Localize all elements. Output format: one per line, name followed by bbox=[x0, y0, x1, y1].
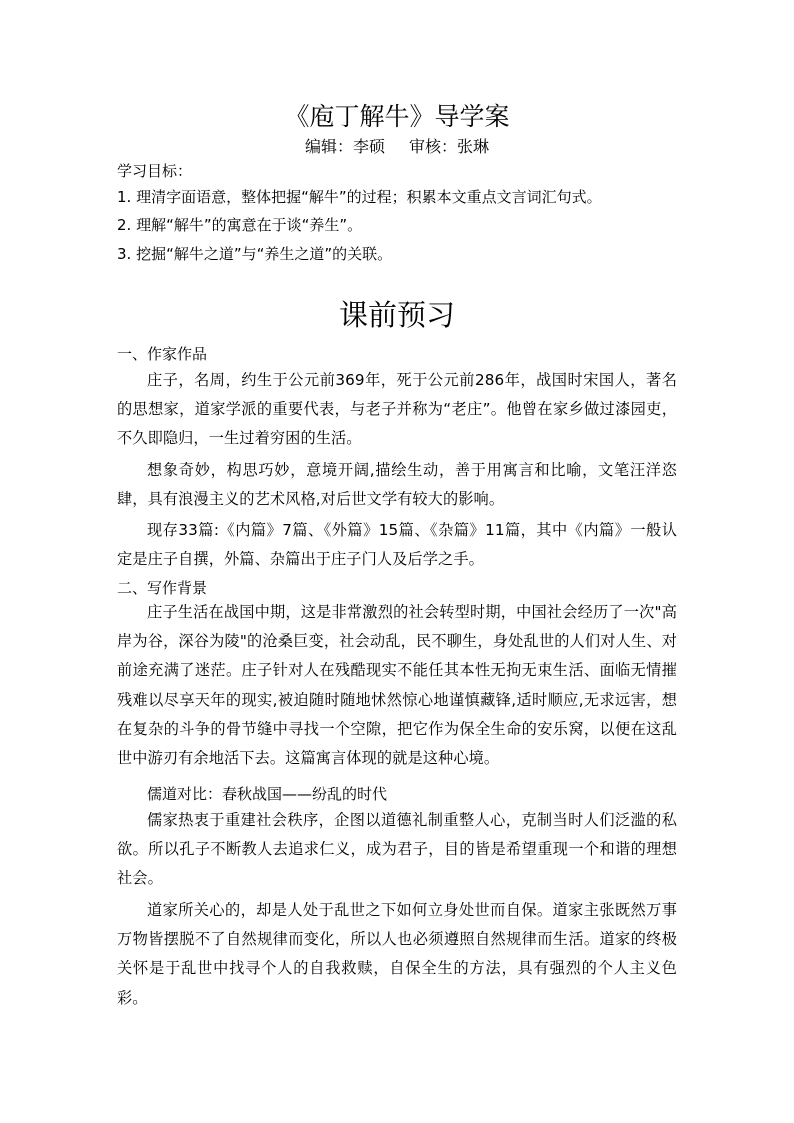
background-paragraph: 庄子生活在战国中期，这是非常激烈的社会转型时期，中国社会经历了一次"高岸为谷，深谷为陵"的沧桑巨变，社会动乱，民不聊生，身处乱世的人们对人生、对前途充满了迷茫。庄子针对人在残酷现实不能任其本性无拘无束生活、面临无情摧残难以尽享天年的现实,被迫随时随地怵然惊心地谨慎藏锋,适时顺应,无求远害，想在复杂的斗争的骨节缝中寻找一个空隙，把它作为保全生命的安乐窝，以便在这乱世中游刃有余地活下去。这篇寓言体现的就是这种心境。 bbox=[117, 603, 677, 768]
taoist-paragraph: 道家所关心的，却是人处于乱世之下如何立身处世而自保。道家主张既然万事万物皆摆脱不了自然规律而变化，所以人也必须遵照自然规律而生活。道家的终极关怀是于乱世中找寻个人的自我救赎，自保全生的方法，具有强烈的个人主义色彩。 bbox=[117, 901, 677, 1007]
style-paragraph: 想象奇妙，构思巧妙，意境开阔,描绘生动，善于用寓言和比喻，文笔汪洋恣肆，具有浪漫主义的艺术风格,对后世文学有较大的影响。 bbox=[117, 461, 677, 509]
goals-heading: 学习目标： bbox=[117, 162, 193, 180]
confucian-paragraph: 儒家热衷于重建社会秩序，企图以道德礼制重整人心，克制当时人们泛滥的私欲。所以孔子不断教人去追求仁义，成为君子，目的皆是希望重现一个和谐的理想社会。 bbox=[117, 811, 677, 888]
goal-item: 3. 挖掘“解牛之道”与“养生之道”的关联。 bbox=[117, 245, 393, 263]
goal-item: 1. 理清字面语意，整体把握“解牛”的过程；积累本文重点文言词汇句式。 bbox=[117, 188, 602, 206]
goal-item: 2. 理解“解牛”的寓意在于谈“养生”。 bbox=[117, 216, 363, 234]
comparison-heading: 儒道对比：春秋战国——纷乱的时代 bbox=[147, 785, 388, 803]
part2-heading: 二、写作背景 bbox=[117, 579, 208, 597]
part1-heading: 一、作家作品 bbox=[117, 345, 208, 363]
section-title: 课前预习 bbox=[338, 298, 455, 332]
author-paragraph: 庄子，名周，约生于公元前369年，死于公元前286年，战国时宋国人，著名的思想家，道家学派的重要代表，与老子并称为“老庄”。他曾在家乡做过漆园吏，不久即隐归，一生过着穷困的生活。 bbox=[117, 371, 677, 448]
credits-line bbox=[0, 134, 794, 160]
reviewer-credit: 审核：张琳 bbox=[409, 137, 490, 156]
document-title: 《庖丁解牛》导学案 bbox=[284, 102, 510, 131]
works-paragraph: 现存33篇:《内篇》7篇、《外篇》15篇、《杂篇》11篇，其中《内篇》一般认定是庄子自撰，外篇、杂篇出于庄子门人及后学之手。 bbox=[117, 521, 677, 569]
editor-credit: 编辑：李硕 bbox=[304, 137, 385, 156]
